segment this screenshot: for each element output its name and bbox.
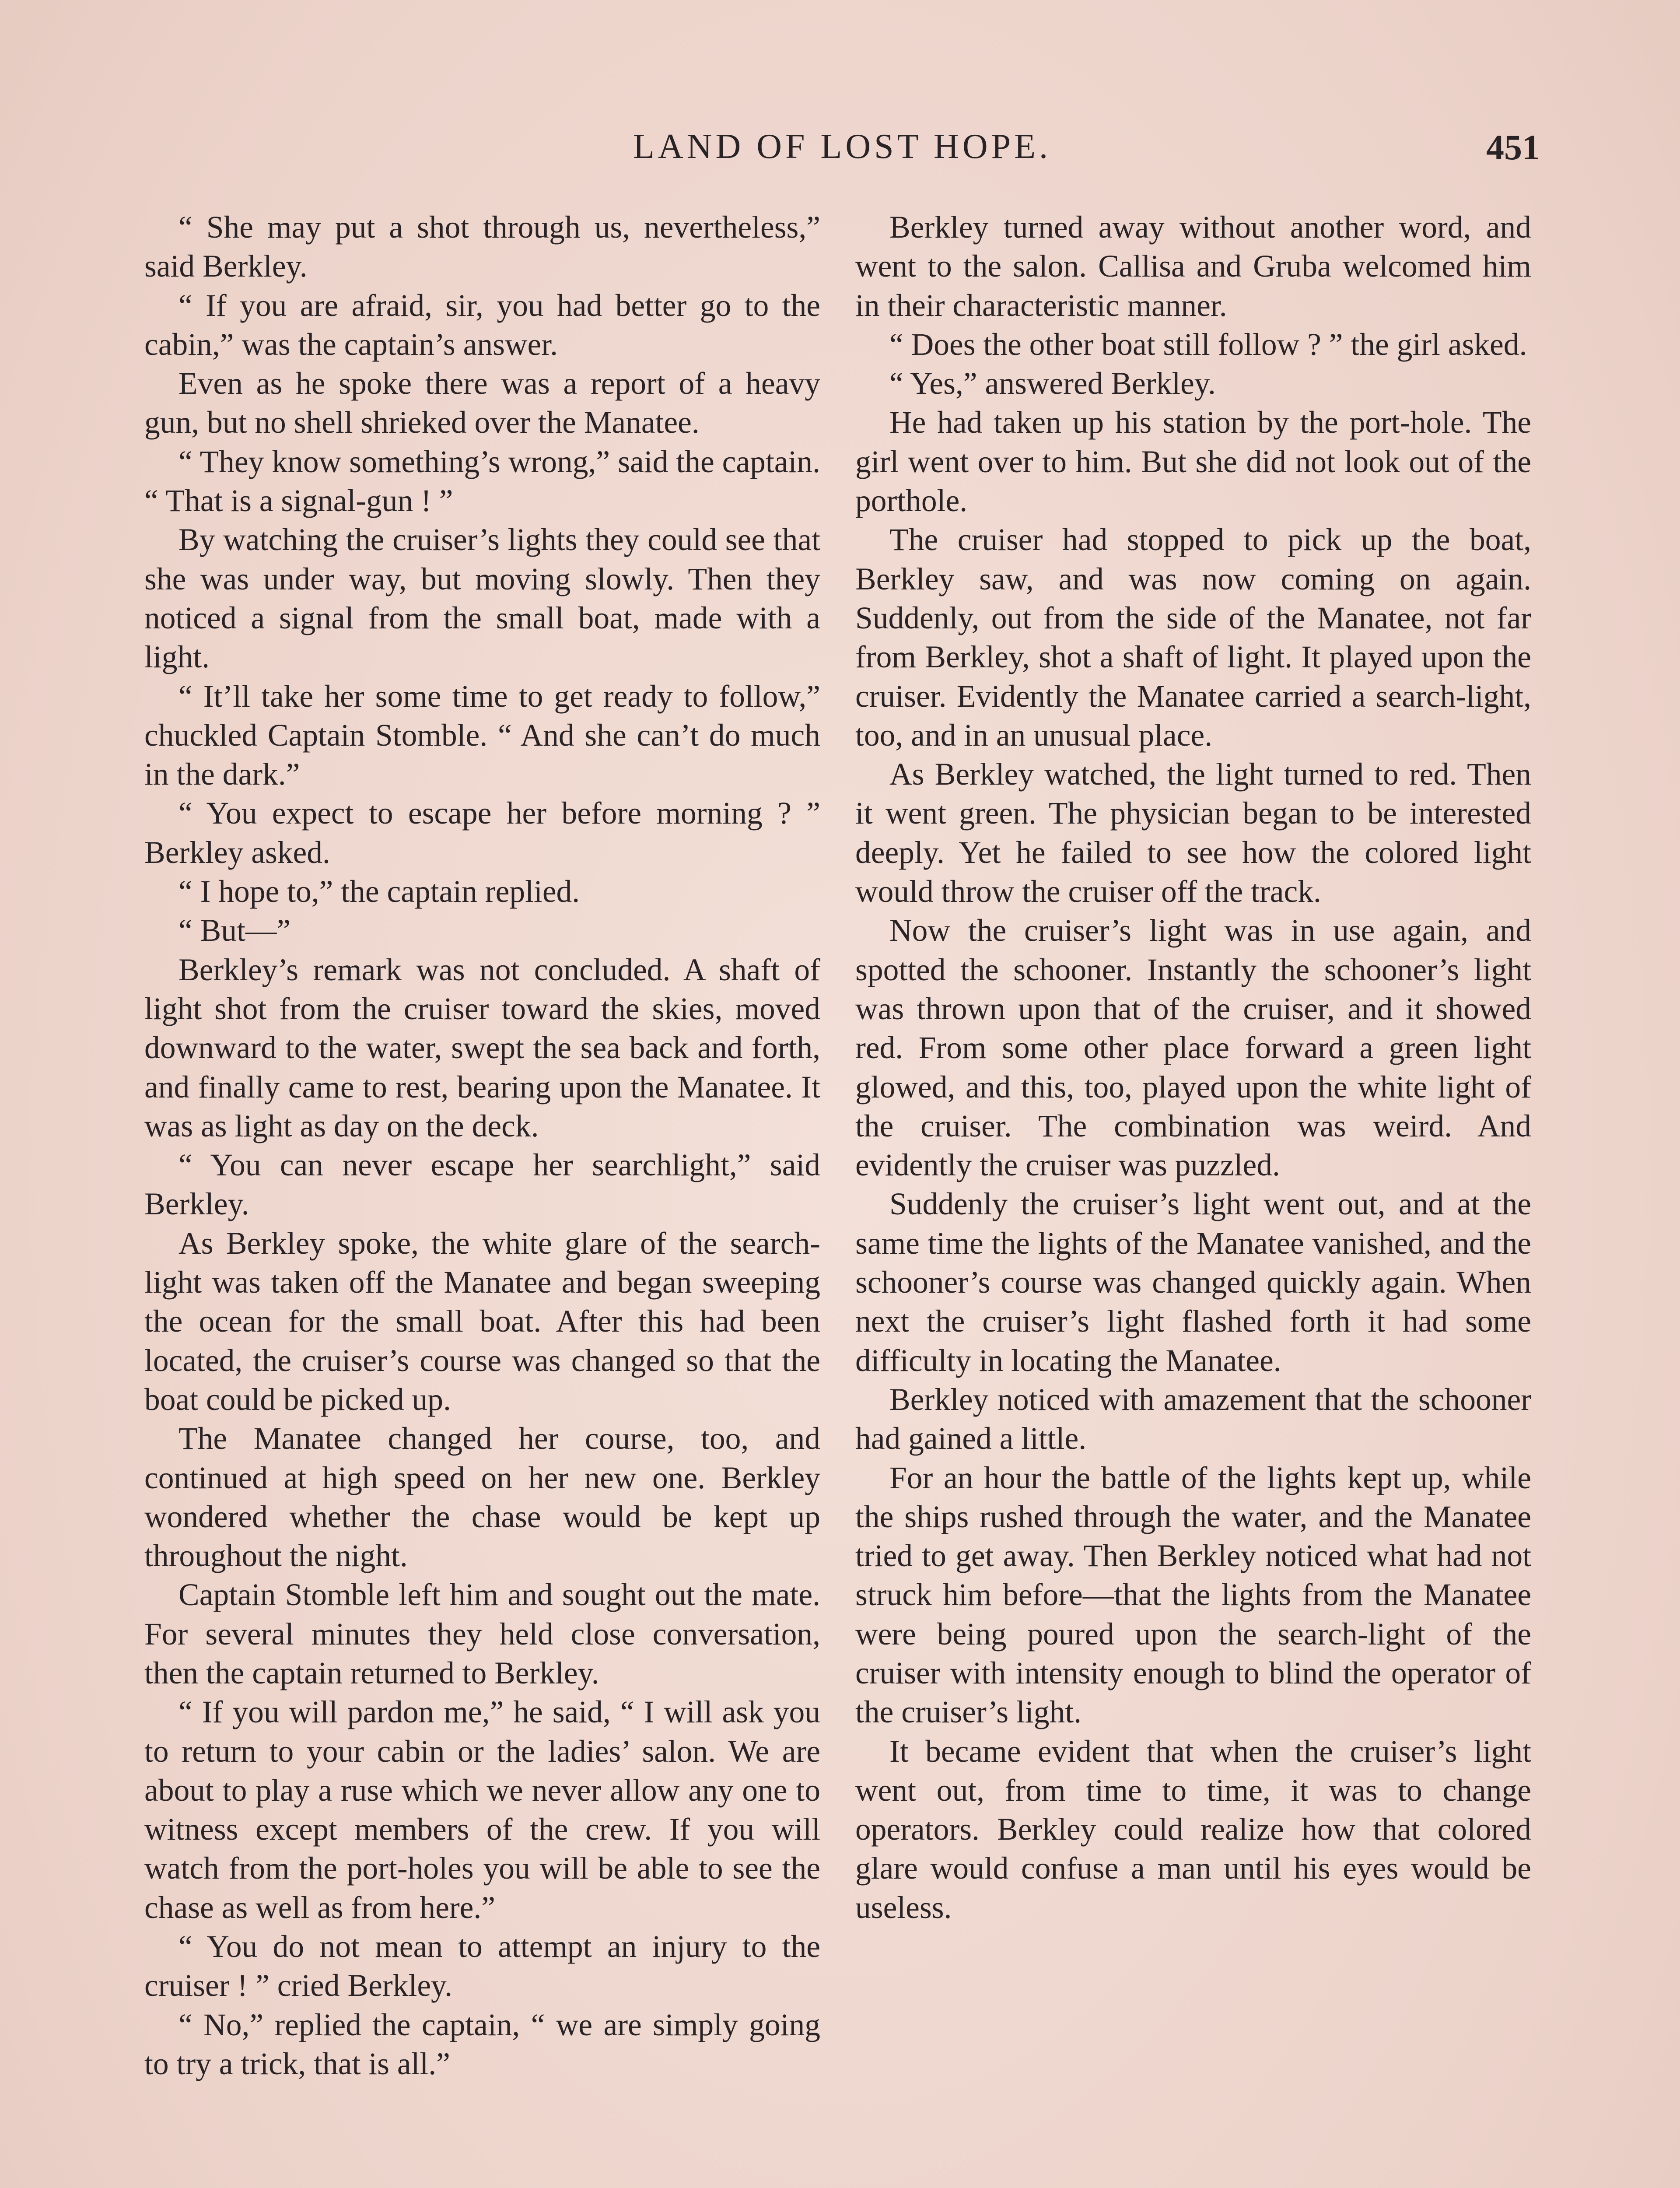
paragraph: “ She may put a shot through us, nevertheless,” said Berkley. (144, 210, 820, 284)
paragraph: Even as he spoke there was a report of a heavy gun, but no shell shrieked over the Manatee. (144, 366, 820, 440)
paragraph: For an hour the battle of the lights kept up, while the ships rushed through the water, and the Manatee tried to get away. Then Berkley noticed what had not struck him before—that the lights from the Manatee were being poured upon the search-light of the cruiser with intensity enough to blind the operator of the cruiser’s light. (855, 1460, 1531, 1730)
paragraph: “ Does the other boat still follow ? ” the girl asked. (889, 327, 1527, 362)
paragraph: He had taken up his station by the port-hole. The girl went over to him. But she did not look out of the porthole. (855, 405, 1531, 519)
paragraph: “ You do not mean to attempt an injury to the cruiser ! ” cried Berkley. (144, 1929, 820, 2003)
running-title: LAND OF LOST HOPE. (633, 127, 1051, 166)
paragraph: “ It’ll take her some time to get ready to follow,” chuckled Captain Stomble. “ And she can’t do much in the dark.” (144, 679, 820, 792)
paragraph: Berkley noticed with amazement that the schooner had gained a little. (855, 1382, 1531, 1456)
left-column (144, 208, 820, 2083)
paragraph: “ If you are afraid, sir, you had better go to the cabin,” was the captain’s answer. (144, 288, 820, 362)
paragraph: “ But—” (178, 913, 291, 948)
paragraph: The Manatee changed her course, too, and continued at high speed on her new one. Berkley wondered whether the chase would be kept up throughout the night. (144, 1421, 820, 1574)
paragraph: By watching the cruiser’s lights they could see that she was under way, but moving slowly. Then they noticed a signal from the small boat, made with a light. (144, 522, 820, 675)
paragraph: As Berkley spoke, the white glare of the search-light was taken off the Manatee and began sweeping the ocean for the small boat. After this had been located, the cruiser’s course was changed so that the boat could be picked up. (144, 1226, 820, 1417)
paragraph: Suddenly the cruiser’s light went out, and at the same time the lights of the Manatee vanished, and the schooner’s course was changed quickly again. When next the cruiser’s light flashed forth it had some difficulty in locating the Manatee. (855, 1187, 1531, 1378)
paragraph: “ You can never escape her searchlight,” said Berkley. (144, 1148, 820, 1222)
paragraph: Berkley’s remark was not concluded. A shaft of light shot from the cruiser toward the skies, moved downward to the water, swept the sea back and forth, and finally came to rest, bearing upon the Manatee. It was as light as day on the deck. (144, 952, 820, 1143)
paragraph: “ They know something’s wrong,” said the captain. “ That is a signal-gun ! ” (144, 444, 820, 519)
paragraph: Captain Stomble left him and sought out the mate. For several minutes they held close conversation, then the captain returned to Berkley. (144, 1578, 820, 1690)
paragraph: It became evident that when the cruiser’s light went out, from time to time, it was to change operators. Berkley could realize how that colored glare would confuse a man until his eyes would be useless. (855, 1734, 1531, 1925)
paragraph: Berkley turned away without another word, and went to the salon. Callisa and Gruba welcomed him in their characteristic manner. (855, 210, 1531, 323)
right-column (855, 208, 1531, 1927)
paragraph: The cruiser had stopped to pick up the boat, Berkley saw, and was now coming on again. Suddenly, out from the side of the Manatee, not far from Berkley, shot a shaft of light. It played upon the cruiser. Evidently the Manatee carried a search-light, too, and in an unusual place. (855, 522, 1531, 753)
paragraph: Now the cruiser’s light was in use again, and spotted the schooner. Instantly the schooner’s light was thrown upon that of the cruiser, and it showed red. From some other place forward a green light glowed, and this, too, played upon the white light of the cruiser. The combination was weird. And evidently the cruiser was puzzled. (855, 913, 1531, 1183)
paragraph: “ I hope to,” the captain replied. (178, 874, 580, 909)
paragraph: “ If you will pardon me,” he said, “ I will ask you to return to your cabin or the ladies’ salon. We are about to play a ruse which we never allow any one to witness except members of the crew. If you will watch from the port-holes you will be able to see the chase as well as from here.” (144, 1695, 820, 1925)
paragraph: “ Yes,” answered Berkley. (889, 366, 1216, 401)
paragraph: As Berkley watched, the light turned to red. Then it went green. The physician began to be interested deeply. Yet he failed to see how the colored light would throw the cruiser off the track. (855, 757, 1531, 909)
paragraph: “ No,” replied the captain, “ we are simply going to try a trick, that is all.” (144, 2007, 820, 2081)
page-header (144, 127, 1540, 188)
page-number: 451 (1486, 127, 1540, 167)
paragraph: “ You expect to escape her before morning ? ” Berkley asked. (144, 796, 820, 870)
